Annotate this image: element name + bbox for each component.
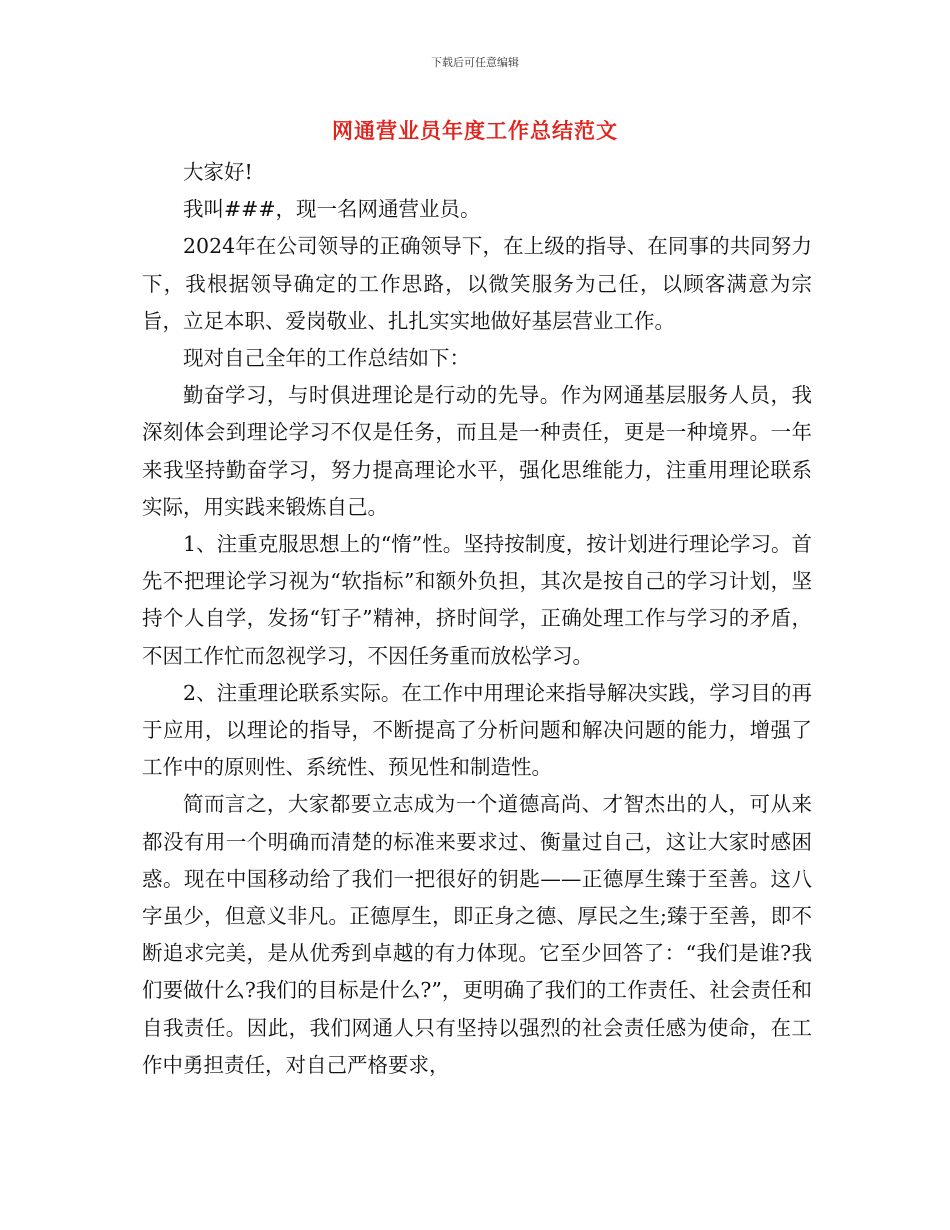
paragraph-self-intro: 我叫###，现一名网通营业员。 <box>183 197 481 222</box>
paragraph-study: 勤奋学习，与时俱进理论是行动的先导。作为网通基层服务人员，我深刻体会到理论学习不仅是任务，而且是一种责任，更是一种境界。一年来我坚持勤奋学习，努力提高理论水平，强化思维能力，注重用理论联系实际，用实践来锻炼自己。 <box>142 383 812 519</box>
paragraph-point-2: 2、注重理论联系实际。在工作中用理论来指导解决实践，学习目的再于应用，以理论的指导，不断提高了分析问题和解决问题的能力，增强了工作中的原则性、系统性、预见性和制造性。 <box>142 680 812 780</box>
paragraph-overview: 2024年在公司领导的正确领导下，在上级的指导、在同事的共同努力下，我根据领导确定的工作思路，以微笑服务为己任，以顾客满意为宗旨，立足本职、爱岗敬业、扎扎实实地做好基层营业工作。 <box>142 234 812 333</box>
document-title: 网通营业员年度工作总结范文 <box>332 118 618 143</box>
document-body <box>142 154 812 1084</box>
paragraph-conclusion: 简而言之，大家都要立志成为一个道德高尚、才智杰出的人，可从来都没有用一个明确而清楚的标准来要求过、衡量过自己，这让大家时感困惑。现在中国移动给了我们一把很好的钥匙——正德厚生臻于至善。这八字虽少，但意义非凡。正德厚生，即正身之德、厚民之生;臻于至善，即不断追求完美，是从优秀到卓越的有力体现。它至少回答了：“我们是谁?我们要做什么?我们的目标是什么?”，更明确了我们的工作责任、社会责任和自我责任。因此，我们网通人只有坚持以强烈的社会责任感为使命，在工作中勇担责任，对自己严格要求， <box>142 792 812 1077</box>
paragraph-point-1: 1、注重克服思想上的“惰”性。坚持按制度，按计划进行理论学习。首先不把理论学习视为“软指标”和额外负担，其次是按自己的学习计划，坚持个人自学，发扬“钉子”精神，挤时间学，正确处理工作与学习的矛盾，不因工作忙而忽视学习，不因任务重而放松学习。 <box>142 532 812 668</box>
header-note: 下载后可任意编辑 <box>431 56 519 69</box>
paragraph-greeting: 大家好! <box>183 160 253 184</box>
paragraph-summary-intro: 现对自己全年的工作总结如下： <box>183 346 470 371</box>
